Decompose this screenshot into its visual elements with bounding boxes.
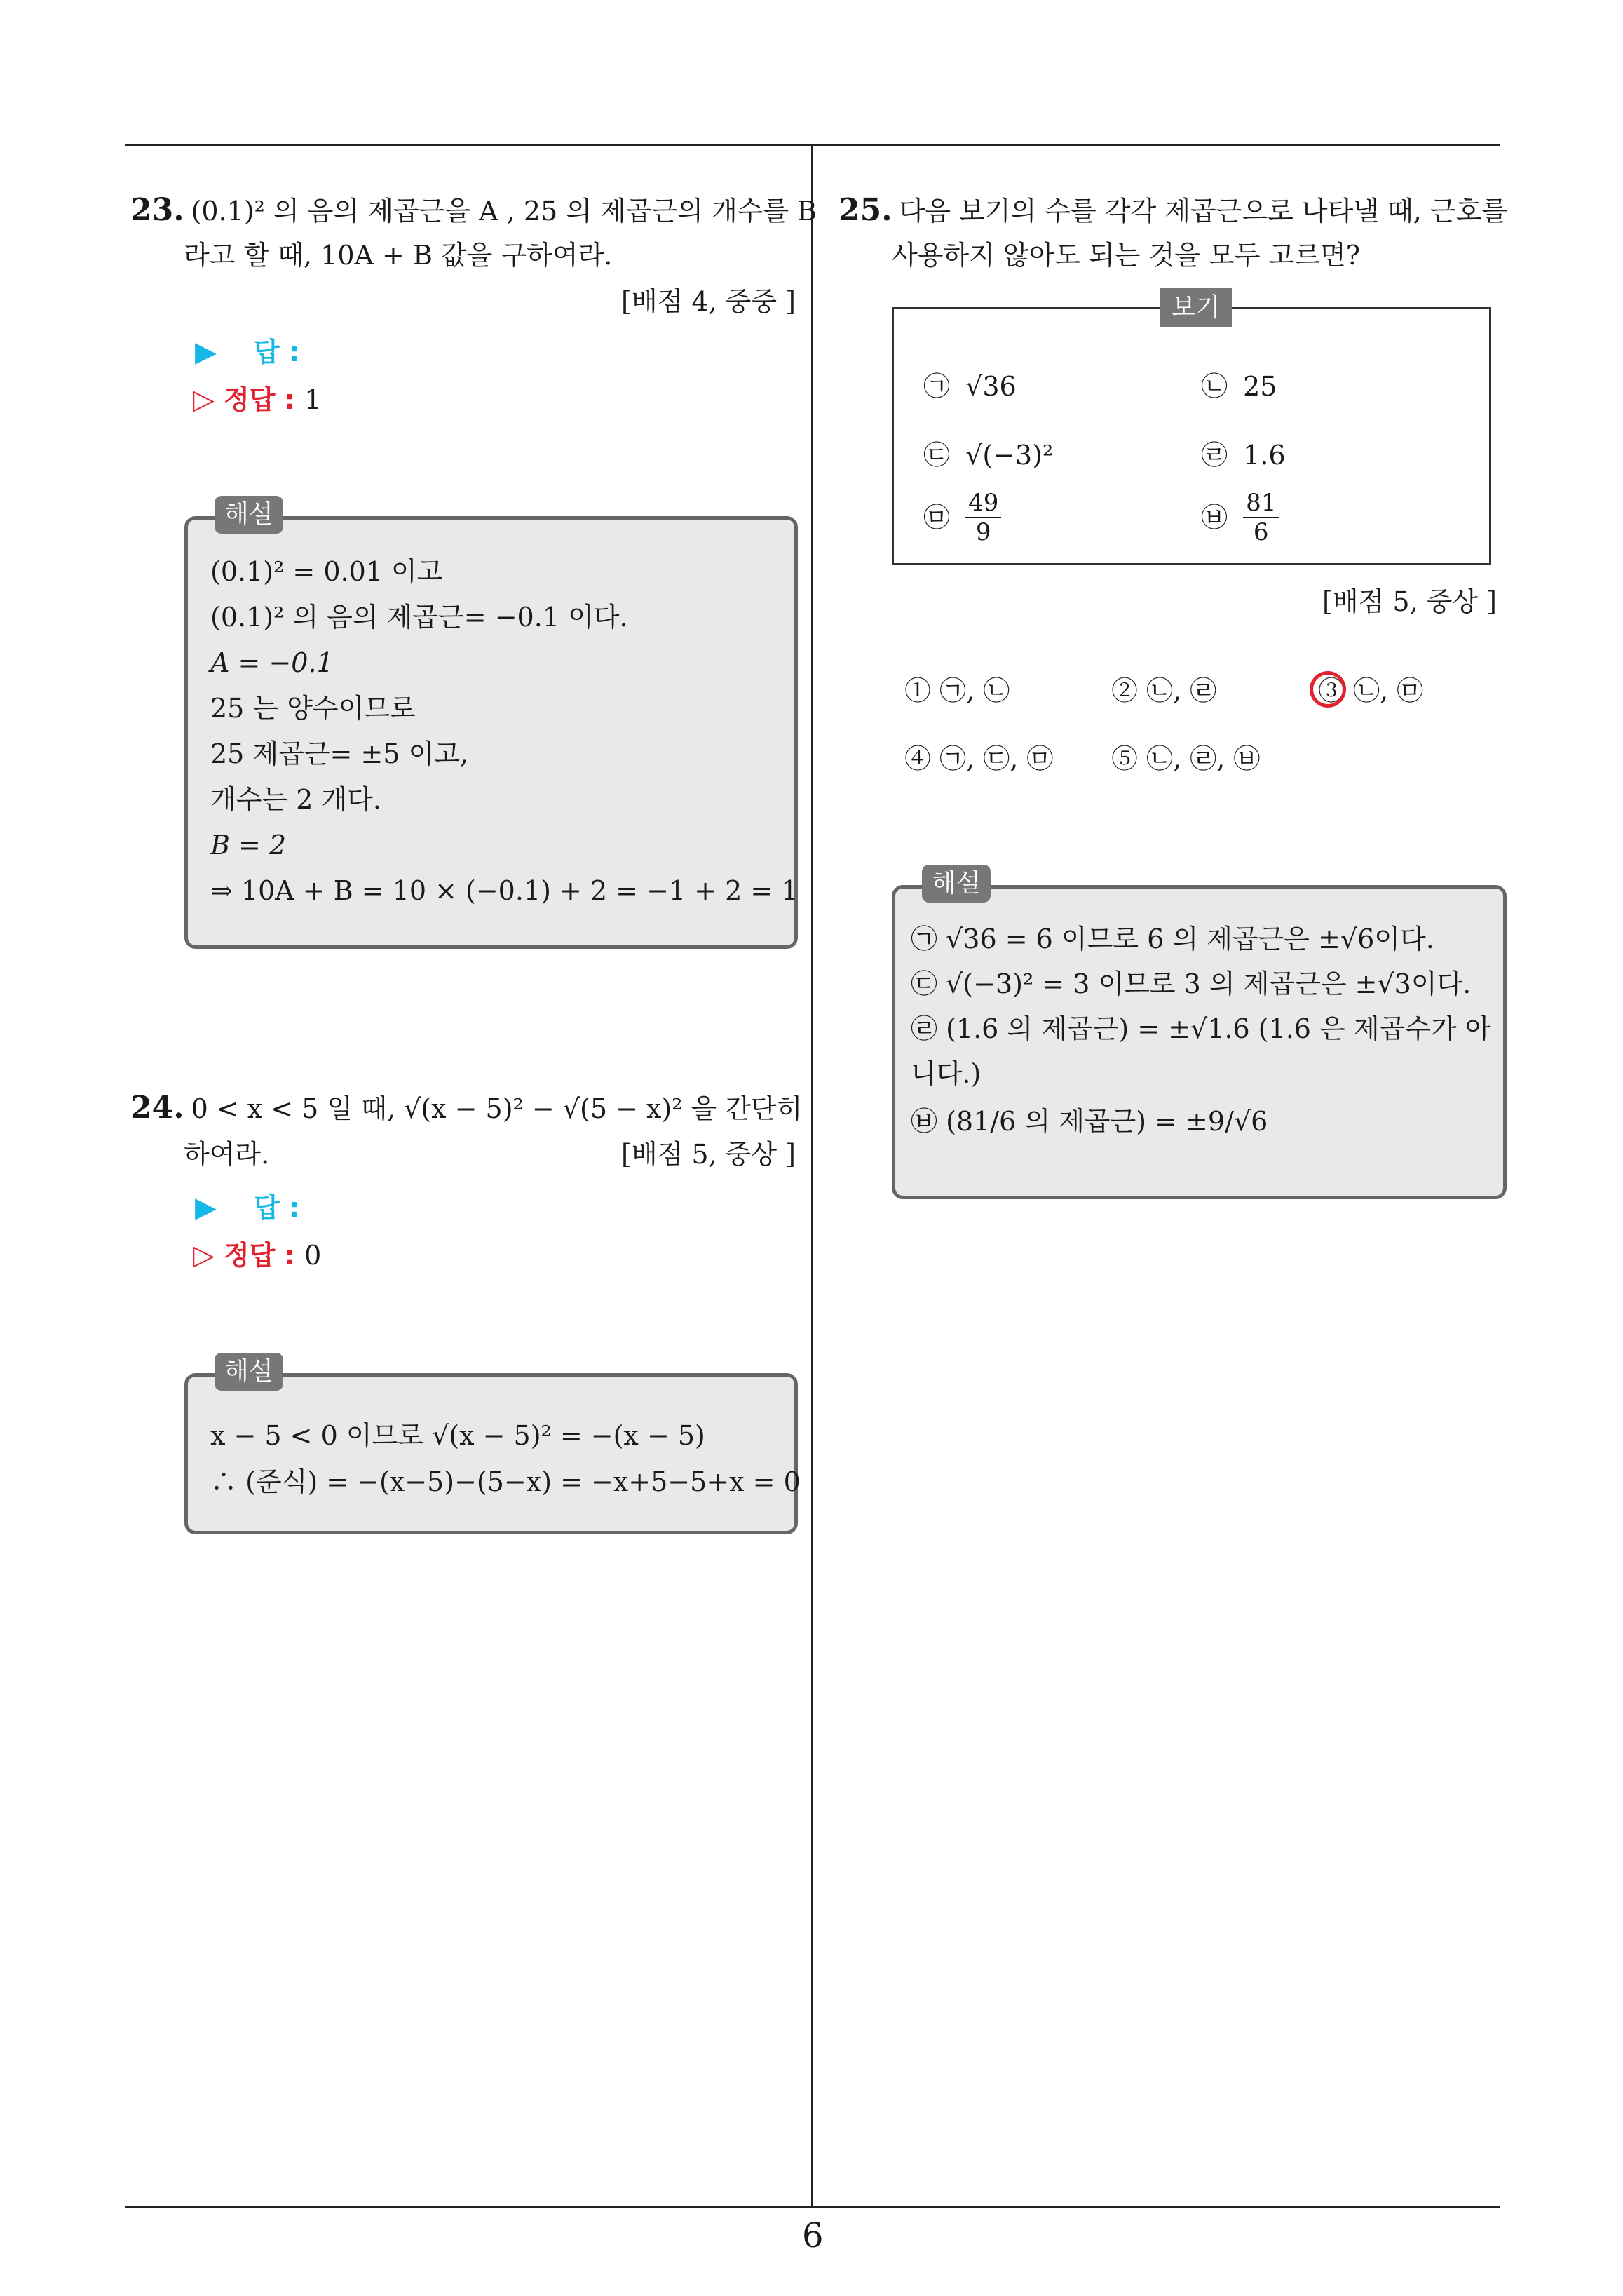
q25-text-line1: 다음 보기의 수를 각각 제곱근으로 나타낼 때, 근호를 [899,196,1508,227]
choice-2[interactable]: ② ㉡, ㉣ [1111,675,1217,706]
bogi-item-mark: ㉡ [1201,371,1228,402]
outline-triangle-icon: ▷ [193,1239,215,1271]
choice-3[interactable]: ③ ㉡, ㉤ [1318,675,1424,706]
q23-expl-line: (0.1)² = 0.01 이고 [210,556,443,587]
bogi-tab: 보기 [1160,288,1232,327]
q24-correct-value: 0 [304,1240,322,1271]
q24-correct-label: 정답 : [224,1240,295,1271]
q24-answer-row [195,1185,299,1230]
bogi-item-value: √(−3)² [965,440,1054,471]
q24-correct-row [193,1233,321,1278]
bogi-item-value: √36 [965,371,1017,402]
right-column [813,0,1514,2296]
bogi-box [892,293,1491,565]
q23-explanation-tab: 해설 [215,496,283,534]
q25-expl-line: ㉣ (1.6 의 제곱근) = ±√1.6 (1.6 은 제곱수가 아 [911,1013,1491,1044]
q25-expl-line: 니다.) [911,1058,982,1089]
bogi-fraction [965,489,1001,546]
q24-text-line1: 0 < x < 5 일 때, √(x − 5)² − √(5 − x)² 을 간단히 [191,1093,803,1124]
outline-triangle-icon: ▷ [193,384,215,416]
q25-explanation-box [892,869,1507,1199]
q24-answer-label: 답 : [254,1192,300,1223]
play-icon: ▶ [195,1191,217,1224]
q23-line1 [130,188,817,234]
bogi-item-mark: ㉠ [923,371,951,402]
q23-correct-row [193,377,321,422]
fraction-numerator: 81 [1243,489,1279,518]
fraction-denominator: 9 [975,518,991,546]
q25-meta: [배점 5, 중상 ] [1322,586,1497,617]
q23-expl-line: A = −0.1 [210,647,334,678]
bogi-item [1201,364,1277,409]
q23-expl-line: ⇒ 10A + B = 10 × (−0.1) + 2 = −1 + 2 = 1 [210,875,799,906]
q23-meta: [배점 4, 중중 ] [621,286,796,317]
q23-text-line1: (0.1)² 의 음의 제곱근을 A , 25 의 제곱근의 개수를 B [191,196,817,227]
q23-expl-line: B = 2 [210,830,287,860]
q23-number: 23. [130,192,184,228]
q25-explanation-tab: 해설 [922,865,991,903]
q23-explanation-box [184,500,799,949]
q24-explanation-tab: 해설 [215,1353,283,1391]
bogi-item-mark: ㉥ [1201,502,1228,533]
q24-explanation-box [184,1357,801,1534]
q24-line1 [130,1086,802,1131]
q24-expl-line: x − 5 < 0 이므로 √(x − 5)² = −(x − 5) [210,1420,705,1451]
q25-number: 25. [838,192,892,228]
fraction-denominator: 6 [1253,518,1269,546]
q25-line2: 사용하지 않아도 되는 것을 모두 고르면? [892,240,1361,271]
q23-correct-value: 1 [304,384,322,415]
q23-answer-label: 답 : [254,337,300,367]
bogi-fraction [1243,489,1279,546]
q23-expl-line: (0.1)² 의 음의 제곱근= −0.1 이다. [210,602,628,633]
q24-expl-line: ∴ (준식) = −(x−5)−(5−x) = −x+5−5+x = 0 [210,1466,801,1497]
q23-expl-line: 25 제곱근= ±5 이고, [210,738,469,769]
play-icon: ▶ [195,336,217,368]
selected-choice-circle [1310,671,1346,708]
q25-expl-line: ㉠ √36 = 6 이므로 6 의 제곱근은 ±√6이다. [911,924,1434,954]
bogi-item-mark: ㉤ [923,502,951,533]
bogi-item [923,433,1053,478]
choice-4[interactable]: ④ ㉠, ㉢, ㉤ [904,743,1054,774]
q25-expl-line: ㉢ √(−3)² = 3 이므로 3 의 제곱근은 ±√3이다. [911,968,1472,999]
q23-correct-label: 정답 : [224,384,295,415]
q25-line1 [838,188,1507,234]
q25-expl-line: ㉥ (81/6 의 제곱근) = ±9/√6 [911,1106,1268,1137]
bogi-item [923,364,1017,409]
q23-expl-line: 개수는 2 개다. [210,784,381,815]
bogi-item [923,489,1001,546]
q24-line2: 하여라. [184,1139,270,1170]
fraction-numerator: 49 [965,489,1001,518]
choice-1[interactable]: ① ㉠, ㉡ [904,675,1010,706]
choice-5[interactable]: ⑤ ㉡, ㉣, ㉥ [1111,743,1261,774]
q23-answer-row [195,330,299,374]
bogi-item-value: 1.6 [1243,440,1286,471]
page-number: 6 [802,2216,824,2255]
bogi-item [1201,433,1286,478]
q24-meta: [배점 5, 중상 ] [621,1139,796,1170]
q23-expl-line: 25 는 양수이므로 [210,693,416,724]
bogi-item-mark: ㉣ [1201,440,1228,471]
bogi-item [1201,489,1279,546]
q23-line2: 라고 할 때, 10A + B 값을 구하여라. [184,240,613,271]
q24-number: 24. [130,1090,184,1126]
bogi-item-value: 25 [1243,371,1277,402]
bogi-item-mark: ㉢ [923,440,951,471]
